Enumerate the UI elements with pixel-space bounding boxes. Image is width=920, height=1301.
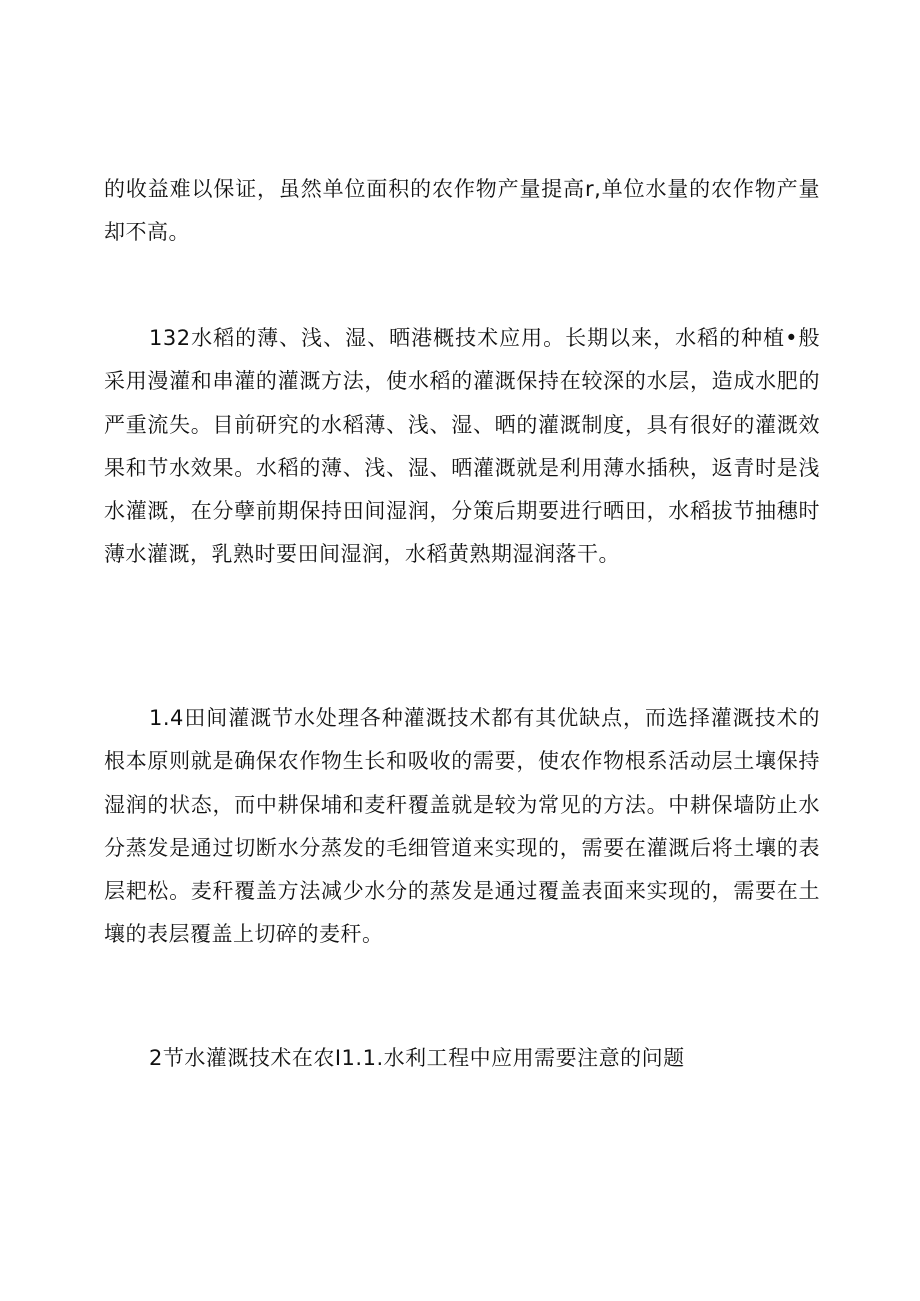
paragraph-rice-irrigation: 132水稻的薄、浅、湿、晒港概技术应用。长期以来，水稻的种植•般采用漫灌和串灌的灌溉方法，使水稻的灌溉保持在较深的水层，造成水肥的严重流失。目前研究的水稻薄、浅、湿、晒的灌溉制度，具有很好的灌溉效果和节水效果。水稻的薄、浅、湿、晒灌溉就是利用薄水插秧，返青时是浅水灌溉，在分孽前期保持田间湿润，分策后期要进行晒田，水稻拔节抽穗时薄水灌溉，乳熟时要田间湿润，水稻黄熟期湿润落干。 bbox=[104, 326, 820, 567]
paragraph-continuation: 的收益难以保证，虽然单位面积的农作物产量提高r,单位水量的农作物产量却不高。 bbox=[104, 177, 820, 245]
section-heading: 2节水灌溉技术在农I1.1.水利工程中应用需要注意的问题 bbox=[149, 1046, 685, 1070]
paragraph-field-water-saving: 1.4田间灌溉节水处理各种灌溉技术都有其优缺点，而选择灌溉技术的根本原则就是确保农作物生长和吸收的需要，使农作物根系活动层土壤保持湿润的状态，而中耕保埔和麦秆覆盖就是较为常见的方法。中耕保墙防止水分蒸发是通过切断水分蒸发的毛细管道来实现的，需要在灌溉后将土壤的表层耙松。麦秆覆盖方法减少水分的蒸发是通过覆盖表面来实现的，需要在土壤的表层覆盖上切碎的麦秆。 bbox=[104, 706, 820, 947]
